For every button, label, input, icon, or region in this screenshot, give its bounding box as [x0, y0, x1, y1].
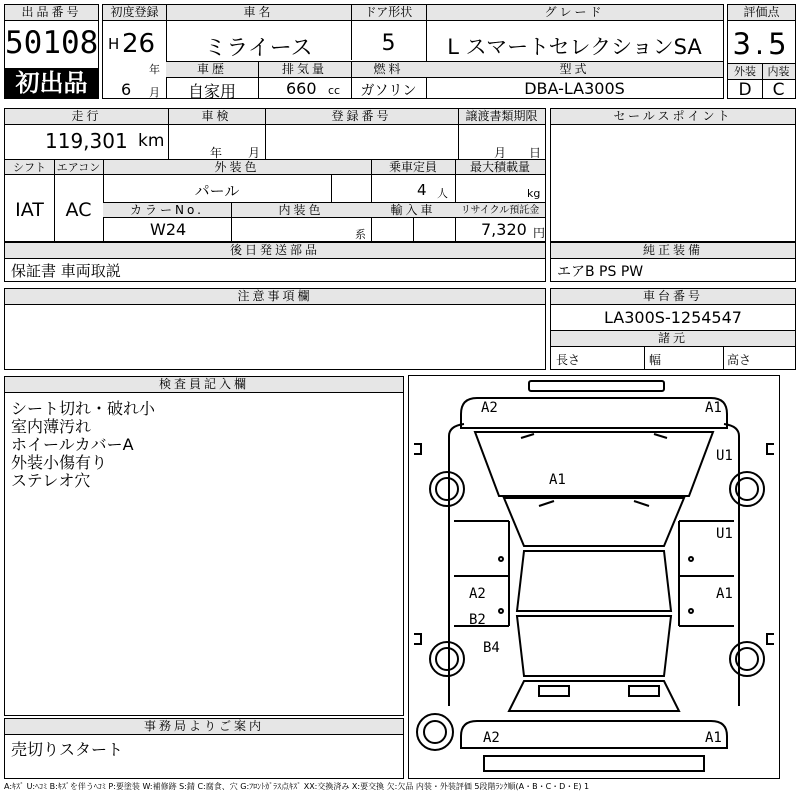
int-color-unit: 系: [355, 228, 366, 241]
lot-number: 50108: [5, 25, 99, 61]
aircon-value: AC: [65, 199, 92, 221]
ext-color-label: 外装色: [103, 160, 371, 175]
chassis-label: 車台番号: [551, 289, 795, 305]
spec-table: [4, 108, 546, 242]
recycle-unit: 円: [533, 226, 546, 240]
damage-mark: U1: [716, 526, 733, 542]
history-value: 自家用: [187, 82, 236, 101]
equipment-value: エアB PS PW: [557, 264, 644, 280]
car-name-label: 車名: [166, 5, 351, 21]
office-box: [4, 718, 404, 779]
sales-points-box: [550, 108, 796, 242]
inspection-label: 車検: [168, 109, 265, 125]
int-color-label: 内装色: [231, 203, 371, 218]
lot-box: [4, 4, 99, 99]
max-load-unit: kg: [527, 187, 541, 200]
legend-text: A:ｷｽﾞ U:ﾍｺﾐ B:ｷｽﾞを伴うﾍｺﾐ P:要塗装 W:補修跡 S:錆 C:腐食、穴 G:ﾌﾛﾝﾄｶﾞﾗｽ点ｷｽﾞ XX:交換済み X:要交換 欠:欠品 内装・外装評価 5段階ﾗﾝｸ順(A・B・C・D・E) 1: [4, 782, 590, 791]
later-parts-value: 保証書 車両取説: [11, 262, 121, 280]
chassis-value: LA300S-1254547: [604, 308, 742, 327]
transfer-day-unit: 日: [529, 146, 542, 160]
fuel-label: 燃料: [351, 62, 426, 78]
damage-mark: A2: [483, 730, 500, 746]
damage-mark: A2: [469, 586, 486, 602]
exterior-score-label: 外装: [728, 64, 762, 80]
displacement-unit: cc: [328, 84, 341, 97]
score-box: [727, 4, 796, 99]
first-reg-year-unit: 年: [149, 63, 160, 76]
inspector-line: 室内薄汚れ: [11, 417, 92, 436]
damage-diagram: [408, 375, 780, 779]
transfer-month-unit: 月: [494, 146, 507, 160]
interior-score-label: 内装: [762, 64, 795, 80]
main-info-box: [102, 4, 724, 99]
inspector-line: ホイールカバーA: [11, 435, 134, 454]
doors-label: ドア形状: [351, 5, 426, 21]
office-label: 事務局よりご案内: [5, 719, 403, 735]
later-parts-box: [4, 242, 546, 282]
notes-label: 注意事項欄: [5, 289, 545, 305]
car-name-value: ミライース: [204, 36, 313, 61]
first-listing-badge: 初出品: [5, 68, 98, 98]
max-load-label: 最大積載量: [455, 160, 545, 175]
damage-mark: U1: [716, 448, 733, 464]
notes-box: [4, 288, 546, 370]
inspector-label: 検査員記入欄: [5, 377, 403, 393]
recycle-label: リサイクル預託金: [455, 203, 545, 218]
mileage-unit: km: [138, 131, 165, 151]
first-reg-label: 初度登録: [103, 5, 166, 21]
length-label: 長さ: [556, 353, 581, 367]
mileage-label: 走行: [5, 109, 168, 125]
sales-points-label: セールスポイント: [551, 109, 795, 125]
inspector-box: [4, 376, 404, 716]
damage-mark: B4: [483, 640, 500, 656]
damage-mark: A1: [705, 400, 722, 416]
first-reg-year: 26: [122, 29, 156, 59]
chassis-box: [550, 288, 796, 370]
import-label: 輸入車: [371, 203, 455, 218]
damage-mark: A1: [549, 472, 566, 488]
transfer-label: 譲渡書類期限: [458, 109, 545, 125]
score-label: 評価点: [728, 5, 795, 21]
capacity-value: 4: [417, 181, 427, 199]
height-label: 高さ: [727, 353, 752, 367]
aircon-label: エアコン: [54, 160, 103, 175]
shift-value: IAT: [15, 199, 44, 221]
model-value: DBA-LA300S: [524, 79, 625, 98]
displacement-label: 排気量: [258, 62, 351, 78]
damage-mark: A2: [481, 400, 498, 416]
interior-score: C: [772, 80, 785, 100]
color-no-value: W24: [150, 220, 187, 239]
recycle-value: 7,320: [481, 220, 527, 239]
width-label: 幅: [649, 353, 662, 367]
ext-color-value: パール: [194, 182, 240, 200]
office-value: 売切りスタート: [11, 740, 124, 759]
later-parts-label: 後日発送部品: [5, 243, 545, 259]
damage-mark: A1: [716, 586, 733, 602]
inspector-line: ステレオ穴: [11, 471, 91, 490]
registration-label: 登録番号: [265, 109, 458, 125]
doors-value: 5: [381, 31, 396, 56]
exterior-score: D: [738, 80, 752, 100]
damage-mark: B2: [469, 612, 486, 628]
fuel-value: ガソリン: [360, 83, 417, 99]
first-reg-era: H: [108, 35, 120, 53]
damage-mark: A1: [705, 730, 722, 746]
lot-label: 出品番号: [5, 5, 98, 21]
dims-label: 諸元: [551, 331, 795, 347]
mileage-value: 119,301: [45, 129, 128, 153]
shift-label: シフト: [5, 160, 54, 175]
grade-label: グレード: [426, 5, 723, 21]
color-no-label: カラーNo.: [103, 203, 231, 218]
capacity-unit: 人: [437, 187, 448, 200]
displacement-value: 660: [286, 79, 317, 98]
first-reg-month-unit: 月: [149, 86, 160, 99]
equipment-label: 純正装備: [551, 243, 795, 259]
capacity-label: 乗車定員: [371, 160, 455, 175]
car-outline: [409, 376, 779, 778]
inspector-line: 外装小傷有り: [11, 453, 108, 472]
equipment-box: [550, 242, 796, 282]
history-label: 車歴: [166, 62, 258, 78]
model-label: 型式: [426, 62, 723, 78]
grade-value: L スマートセレクションSA: [447, 35, 702, 59]
inspection-year-unit: 年: [210, 146, 223, 160]
score-value: 3.5: [732, 27, 791, 61]
inspector-line: シート切れ・破れ小: [11, 399, 156, 418]
inspection-month-unit: 月: [248, 146, 261, 160]
first-reg-month: 6: [121, 80, 132, 99]
